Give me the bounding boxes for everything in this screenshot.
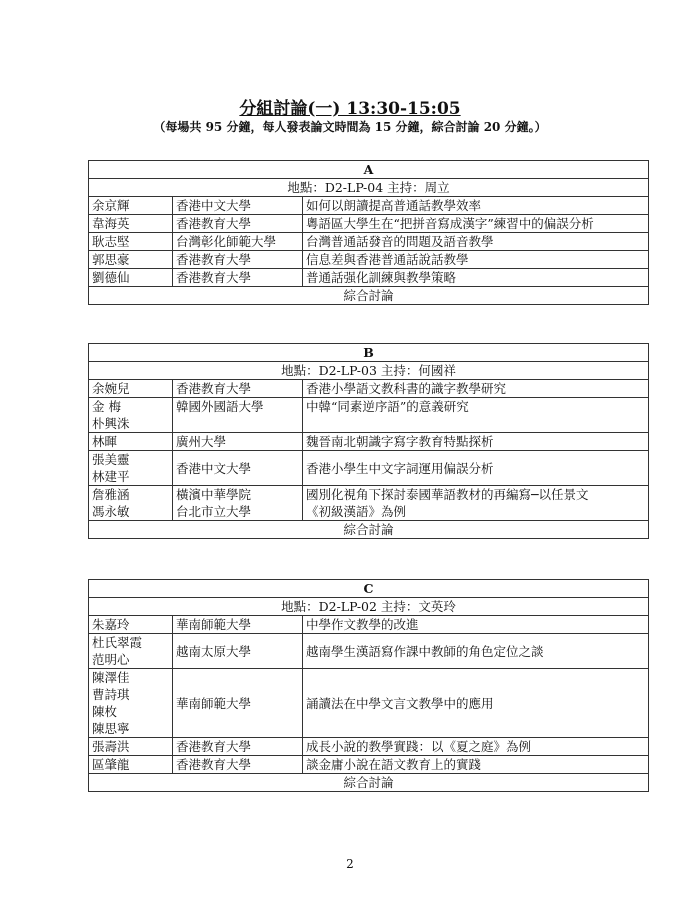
presenter-name: 陳澤佳	[92, 670, 130, 685]
affiliation: 香港中文大學	[173, 451, 303, 486]
presenter-names	[89, 398, 173, 433]
presenter-name: 張美靈	[92, 452, 130, 467]
presenter-name: 林建平	[92, 469, 130, 484]
session-letter: A	[89, 161, 649, 179]
session-c-table	[88, 579, 649, 792]
table-row	[89, 451, 649, 486]
affiliation: 廣州大學	[173, 433, 303, 451]
affiliation: 香港教育大學	[173, 756, 303, 774]
paper-title: 中學作文教學的改進	[303, 616, 649, 634]
paper-title: 香港小學生中文字詞運用偏誤分析	[303, 451, 649, 486]
session-location: 地點：D2-LP-03 主持：何國祥	[89, 362, 649, 380]
paper-title: 魏晉南北朝識字寫字教育特點探析	[303, 433, 649, 451]
session-location: 地點：D2-LP-02 主持：文英玲	[89, 598, 649, 616]
paper-title: 談金庸小說在語文教育上的實踐	[303, 756, 649, 774]
paper-title: 如何以朗讀提高普通話教學效率	[303, 197, 649, 215]
presenter-names	[89, 634, 173, 669]
presenter-name: 曹詩琪	[92, 687, 130, 702]
presenter-name: 杜氏翠霞	[92, 635, 143, 650]
presenter-names	[89, 669, 173, 738]
table-row	[89, 269, 649, 287]
affiliation: 香港教育大學	[173, 251, 303, 269]
paper-title-line: 《初級漢語》為例	[306, 504, 407, 519]
paper-title: 成長小說的教學實踐：以《夏之庭》為例	[303, 738, 649, 756]
presenter-name: 耿志堅	[89, 233, 173, 251]
paper-title: 誦讀法在中學文言文教學中的應用	[303, 669, 649, 738]
table-row	[89, 486, 649, 521]
session-b-table	[88, 343, 649, 539]
table-row	[89, 669, 649, 738]
presenter-name: 陳枚	[92, 704, 118, 719]
paper-title: 台灣普通話發音的問題及語音教學	[303, 233, 649, 251]
affiliation: 香港教育大學	[173, 738, 303, 756]
presenter-names	[89, 451, 173, 486]
presenter-name: 余婉兒	[89, 380, 173, 398]
paper-title	[303, 486, 649, 521]
paper-title: 香港小學語文教科書的識字教學研究	[303, 380, 649, 398]
general-discussion: 綜合討論	[89, 287, 649, 305]
paper-title: 信息差與香港普通話說話教學	[303, 251, 649, 269]
affiliation: 香港教育大學	[173, 380, 303, 398]
general-discussion: 綜合討論	[89, 774, 649, 792]
presenter-name: 馮永敏	[92, 504, 130, 519]
paper-title: 中韓“同素逆序語”的意義研究	[303, 398, 649, 433]
table-row	[89, 197, 649, 215]
affiliation: 香港中文大學	[173, 197, 303, 215]
affiliation: 越南太原大學	[173, 634, 303, 669]
page-title: 分組討論(一) 13:30-15:05	[239, 99, 461, 119]
page-number: 2	[346, 857, 354, 871]
presenter-name: 陳思寧	[92, 721, 130, 736]
page-subtitle: （每場共 95 分鐘，每人發表論文時間為 15 分鐘，綜合討論 20 分鐘。）	[153, 120, 547, 134]
session-letter: C	[89, 580, 649, 598]
paper-title: 普通話强化訓練與教學策略	[303, 269, 649, 287]
table-row	[89, 738, 649, 756]
table-row	[89, 233, 649, 251]
affiliation: 台北市立大學	[176, 504, 252, 519]
presenter-name: 劉德仙	[89, 269, 173, 287]
affiliation: 華南師範大學	[173, 669, 303, 738]
table-row	[89, 756, 649, 774]
general-discussion: 綜合討論	[89, 521, 649, 539]
paper-title: 粵語區大學生在“把拼音寫成漢字”練習中的偏誤分析	[303, 215, 649, 233]
paper-title: 越南學生漢語寫作課中教師的角色定位之談	[303, 634, 649, 669]
presenter-name: 張壽洪	[89, 738, 173, 756]
table-row	[89, 433, 649, 451]
presenter-name: 范明心	[92, 652, 130, 667]
presenter-name: 朴興洙	[92, 416, 130, 431]
presenter-name: 余京輝	[89, 197, 173, 215]
session-letter: B	[89, 344, 649, 362]
table-row	[89, 616, 649, 634]
affiliations	[173, 486, 303, 521]
affiliation: 華南師範大學	[173, 616, 303, 634]
affiliation: 香港教育大學	[173, 269, 303, 287]
presenter-name: 林暉	[89, 433, 173, 451]
presenter-name: 金 梅	[92, 399, 121, 414]
table-row	[89, 398, 649, 433]
presenter-name: 區肇龍	[89, 756, 173, 774]
affiliation: 台灣彰化師範大學	[173, 233, 303, 251]
session-a-table	[88, 160, 649, 305]
presenter-name: 韋海英	[89, 215, 173, 233]
affiliation: 香港教育大學	[173, 215, 303, 233]
presenter-name: 詹雅涵	[92, 487, 130, 502]
session-location: 地點：D2-LP-04 主持：周立	[89, 179, 649, 197]
presenter-names	[89, 486, 173, 521]
presenter-name: 朱嘉玲	[89, 616, 173, 634]
affiliation: 橫濱中華學院	[176, 487, 252, 502]
table-row	[89, 380, 649, 398]
table-row	[89, 251, 649, 269]
table-row	[89, 215, 649, 233]
table-row	[89, 634, 649, 669]
paper-title-line: 國別化視角下探討泰國華語教材的再編寫─以任景文	[306, 487, 589, 502]
presenter-name: 郭思豪	[89, 251, 173, 269]
affiliation: 韓國外國語大學	[173, 398, 303, 433]
